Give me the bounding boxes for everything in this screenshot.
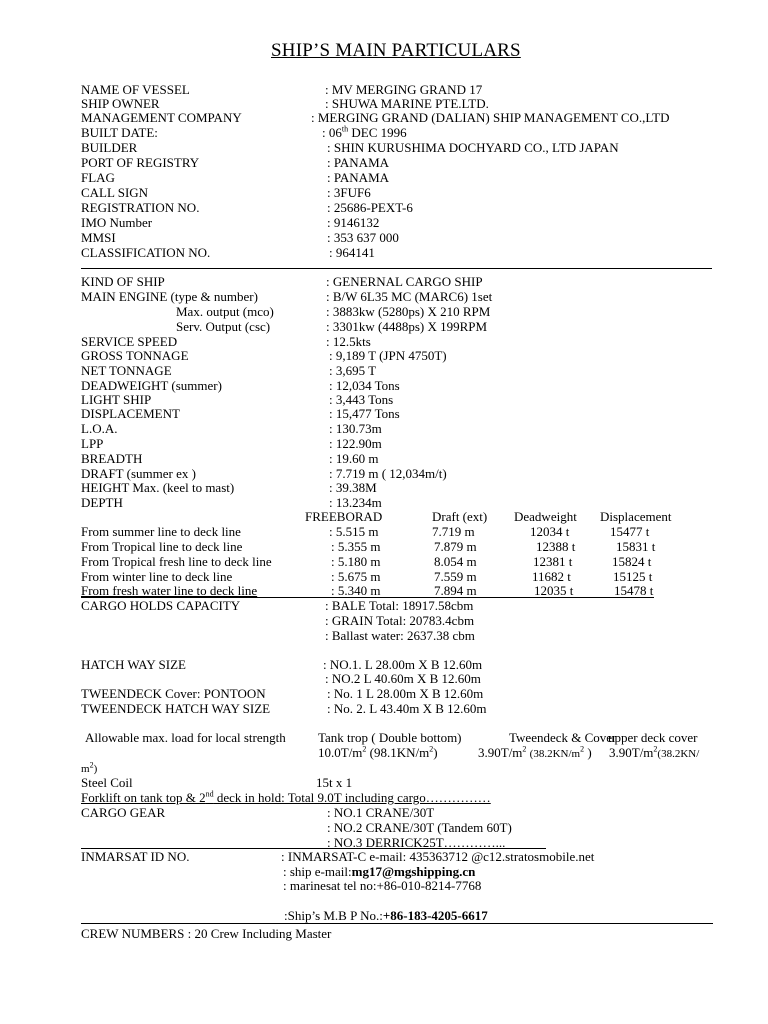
row-displacement: 15824 t (612, 554, 652, 569)
vessel-value: : 3FUF6 (327, 185, 371, 200)
inmarsat-label: INMARSAT ID NO. (81, 849, 190, 864)
vessel-label: MANAGEMENT COMPANY (81, 110, 242, 125)
row-deadweight: 11682 t (532, 569, 571, 584)
row-freeboard: : 5.515 m (329, 524, 379, 539)
vessel-label: BUILT DATE: (81, 125, 158, 140)
ship-value: : 3883kw (5280ps) X 210 RPM (326, 304, 491, 319)
deadweight-header: Deadweight (514, 509, 577, 524)
vessel-label: SHIP OWNER (81, 96, 160, 111)
ship-value: : 9,189 T (JPN 4750T) (329, 348, 447, 363)
row-draft: 7.719 m (432, 524, 475, 539)
hatch-value: : NO.1. L 28.00m X B 12.60m (323, 657, 483, 672)
row-label: From Tropical line to deck line (81, 539, 243, 554)
steel-coil-label: Steel Coil (81, 775, 133, 790)
ship-label: LPP (81, 436, 104, 451)
ship-value: : GENERNAL CARGO SHIP (326, 274, 483, 289)
row-draft: 7.894 m (434, 583, 477, 598)
tweendeck-hatch-label: TWEENDECK HATCH WAY SIZE (81, 701, 271, 716)
hatch-label: HATCH WAY SIZE (81, 657, 186, 672)
ship-value: : B/W 6L35 MC (MARC6) 1set (326, 289, 493, 304)
ship-label: L.O.A. (81, 421, 118, 436)
row-label: From winter line to deck line (81, 569, 233, 584)
ship-label: HEIGHT Max. (keel to mast) (81, 480, 235, 495)
ship-value: : 130.73m (329, 421, 382, 436)
vessel-value: : SHIN KURUSHIMA DOCHYARD CO., LTD JAPAN (327, 140, 619, 155)
ship-label: SERVICE SPEED (81, 334, 178, 349)
row-freeboard: : 5.355 m (331, 539, 381, 554)
ship-value: : 13.234m (329, 495, 382, 510)
ship-label: KIND OF SHIP (81, 274, 165, 289)
ship-label: GROSS TONNAGE (81, 348, 189, 363)
vessel-label: IMO Number (81, 215, 153, 230)
vessel-value: : 9146132 (327, 215, 380, 230)
ship-label: Max. output (mco) (176, 304, 274, 319)
ship-label: LIGHT SHIP (81, 392, 152, 407)
tank-top-value: $10.0T/m^2$ $(98.1KN/m^2)$ (318, 744, 438, 760)
row-label: From fresh water line to deck line (81, 583, 258, 598)
vessel-value: : 25686-PEXT-6 (327, 200, 413, 215)
vessel-label: PORT OF REGISTRY (81, 155, 200, 170)
vessel-value: : 964141 (329, 245, 375, 260)
allowable-load-label: Allowable max. load for local strength (85, 730, 286, 745)
row-label: From Tropical fresh line to deck line (81, 554, 272, 569)
row-label: From summer line to deck line (81, 524, 241, 539)
grain-capacity: : GRAIN Total: 20783.4cbm (325, 613, 475, 628)
row-freeboard: : 5.340 m (331, 583, 381, 598)
ship-label: DRAFT (summer ex ) (81, 466, 196, 481)
ship-label: Serv. Output (csc) (176, 319, 271, 334)
tank-top-header: Tank trop ( Double bottom) (318, 730, 462, 745)
ship-value: : 15,477 Tons (329, 406, 400, 421)
upper-deck-unit-wrap: $m^2$) (81, 760, 98, 775)
forklift-note: Forklift on tank top & 2nd deck in hold: Total 9.0T including cargo…………… (81, 789, 491, 805)
page-title: SHIP’S MAIN PARTICULARS (271, 40, 521, 61)
ship-label: DISPLACEMENT (81, 406, 180, 421)
vessel-value: : 353 637 000 (327, 230, 399, 245)
cargo-gear-item: : NO.2 CRANE/30T (Tandem 60T) (327, 820, 512, 835)
marinesat-tel: : marinesat tel no:+86-010-8214-7768 (283, 878, 482, 893)
inmarsat-email: : INMARSAT-C e-mail: 435363712 @c12.stratosmobile.net (281, 849, 595, 864)
row-freeboard: : 5.180 m (331, 554, 381, 569)
tweendeck-header: Tweendeck & Cover (509, 730, 617, 745)
row-deadweight: 12035 t (534, 583, 574, 598)
row-draft: 7.879 m (434, 539, 477, 554)
ship-value: : 12.5kts (326, 334, 371, 349)
cargo-holds-label: CARGO HOLDS CAPACITY (81, 598, 241, 613)
vessel-value: : MERGING GRAND (DALIAN) SHIP MANAGEMENT CO.,LTD (311, 110, 670, 125)
upper-deck-header: upper deck cover (608, 730, 698, 745)
vessel-label: CLASSIFICATION NO. (81, 245, 211, 260)
displacement-header: Displacement (600, 509, 672, 524)
draft-header: Draft (ext) (432, 509, 488, 524)
vessel-value: : PANAMA (327, 170, 390, 185)
vessel-value: : 06th DEC 1996 (322, 124, 407, 140)
row-draft: 7.559 m (434, 569, 477, 584)
freeboard-header: FREEBORAD (305, 509, 383, 524)
vessel-label: BUILDER (81, 140, 138, 155)
ship-label: BREADTH (81, 451, 143, 466)
row-displacement: 15477 t (610, 524, 650, 539)
vessel-label: FLAG (81, 170, 115, 185)
ship-mobile-phone: :Ship’s M.B P No.:+86-183-4205-6617 (284, 908, 488, 923)
row-deadweight: 12388 t (536, 539, 576, 554)
row-freeboard: : 5.675 m (331, 569, 381, 584)
hatch-value: : No. 2. L 43.40m X B 12.60m (327, 701, 487, 716)
ship-label: MAIN ENGINE (type & number) (81, 289, 258, 304)
bale-capacity: : BALE Total: 18917.58cbm (325, 598, 474, 613)
section-divider (81, 923, 713, 924)
ship-value: : 3,443 Tons (329, 392, 394, 407)
ballast-capacity: : Ballast water: 2637.38 cbm (325, 628, 475, 643)
row-deadweight: 12381 t (533, 554, 573, 569)
vessel-label: MMSI (81, 230, 116, 245)
ship-value: : 39.38M (329, 480, 377, 495)
row-displacement: 15125 t (613, 569, 653, 584)
vessel-label: NAME OF VESSEL (81, 82, 190, 97)
row-displacement: 15831 t (616, 539, 656, 554)
ship-value: : 7.719 m ( 12,034m/t) (329, 466, 447, 481)
vessel-value: : MV MERGING GRAND 17 (325, 82, 483, 97)
vessel-value: : SHUWA MARINE PTE.LTD. (325, 96, 489, 111)
vessel-label: CALL SIGN (81, 185, 149, 200)
tweendeck-cover-label: TWEENDECK Cover: PONTOON (81, 686, 266, 701)
cargo-gear-item: : NO.1 CRANE/30T (327, 805, 435, 820)
cargo-gear-label: CARGO GEAR (81, 805, 166, 820)
ship-value: : 3301kw (4488ps) X 199RPM (326, 319, 488, 334)
cargo-gear-item: : NO.3 DERRICK25T…………... (327, 835, 506, 850)
steel-coil-value: 15t x 1 (316, 775, 353, 790)
ship-email: : ship e-mail:mg17@mgshipping.cn (283, 864, 476, 879)
vessel-value: : PANAMA (327, 155, 390, 170)
ship-value: : 12,034 Tons (329, 378, 400, 393)
tweendeck-value: $3.90T/m^2$ ($38.2KN/m^2$ ) (478, 744, 592, 760)
upper-deck-value: $3.90T/m^2(38.2KN/$ (609, 744, 700, 760)
row-deadweight: 12034 t (530, 524, 570, 539)
crew-numbers: CREW NUMBERS : 20 Crew Including Master (81, 926, 332, 941)
ship-label: NET TONNAGE (81, 363, 172, 378)
hatch-value: : No. 1 L 28.00m X B 12.60m (327, 686, 484, 701)
ship-label: DEPTH (81, 495, 123, 510)
row-draft: 8.054 m (434, 554, 477, 569)
hatch-value: : NO.2 L 40.60m X B 12.60m (325, 671, 481, 686)
row-displacement: 15478 t (614, 583, 654, 598)
section-divider (81, 268, 712, 269)
ship-label: DEADWEIGHT (summer) (81, 378, 222, 393)
ship-value: : 122.90m (329, 436, 382, 451)
ship-value: : 19.60 m (329, 451, 379, 466)
vessel-label: REGISTRATION NO. (81, 200, 200, 215)
ship-value: : 3,695 T (329, 363, 377, 378)
